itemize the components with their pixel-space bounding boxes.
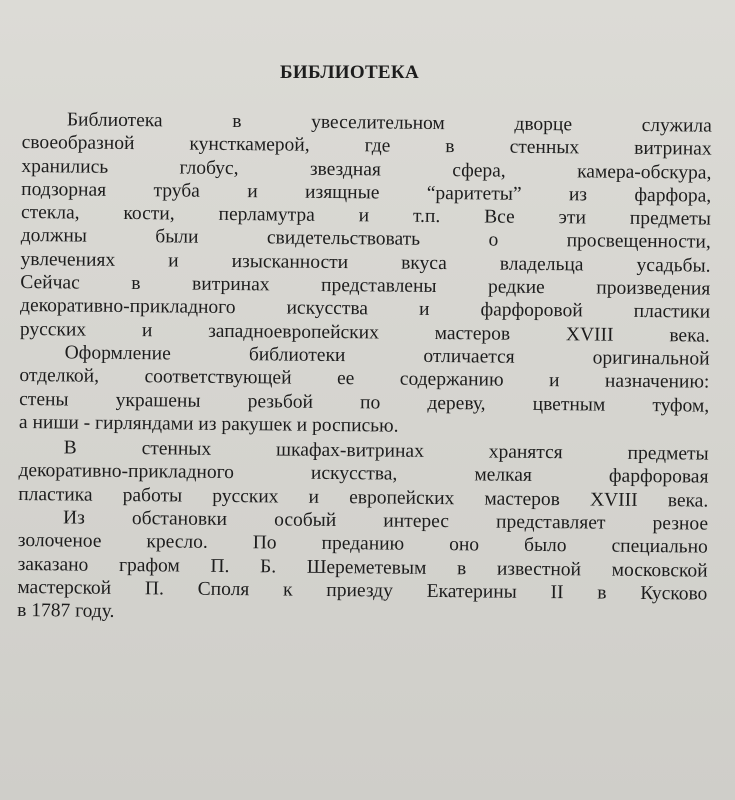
text-line: декоративно-прикладного искусства, мелкая фарфоровая [18,460,709,489]
text-line: хранились глобус, звездная сфера, камера-обскура, [21,155,712,184]
text-line: стекла, кости, перламутра и т.п. Все эти предметы [20,202,712,230]
page-title: БИБЛИОТЕКА [280,62,419,83]
text-line: мастерской П. Споля к приезду Екатерины II в Кусково [17,576,708,605]
text-line: Оформление библиотеки отличается оригинальной [64,342,710,370]
text-line: увлечениях и изысканности вкуса владельца усадьбы. [20,248,711,277]
text-line: золоченое кресло. По преданию оно было специально [17,530,708,558]
text-line: своеобразной кунсткамерой, где в стенных витринах [21,132,712,160]
text-line: Библиотека в увеселительном дворце служила [66,109,712,137]
text-line: отделкой, соответствующей ее содержанию и назначению: [19,365,710,393]
text-line: Из обстановки особый интерес представляет резное [62,507,709,535]
text-line: стены украшены резьбой по дереву, цветным туфом, [19,388,710,417]
text-line: русских и западноевропейских мастеров XVIII века. [19,318,710,347]
text-line: в 1787 году. [17,600,115,623]
text-line: декоративно-прикладного искусства и фарфоровой пластики [19,295,711,323]
text-line: Сейчас в витринах представлены редкие произведения [20,272,711,300]
body-text [17,108,712,629]
text-line: должны были свидетельствовать о просвещенности, [20,225,711,254]
text-line: а ниши - гирляндами из ракушек и росписью. [18,411,399,437]
text-line: В стенных шкафах-витринах хранятся предметы [63,437,709,465]
text-line: заказано графом П. Б. Шереметевым в известной московской [17,553,708,582]
text-line: пластика работы русских и европейских мастеров XVIII века. [18,483,709,512]
text-line: подзорная труба и изящные “раритеты” из фарфора, [21,178,712,207]
